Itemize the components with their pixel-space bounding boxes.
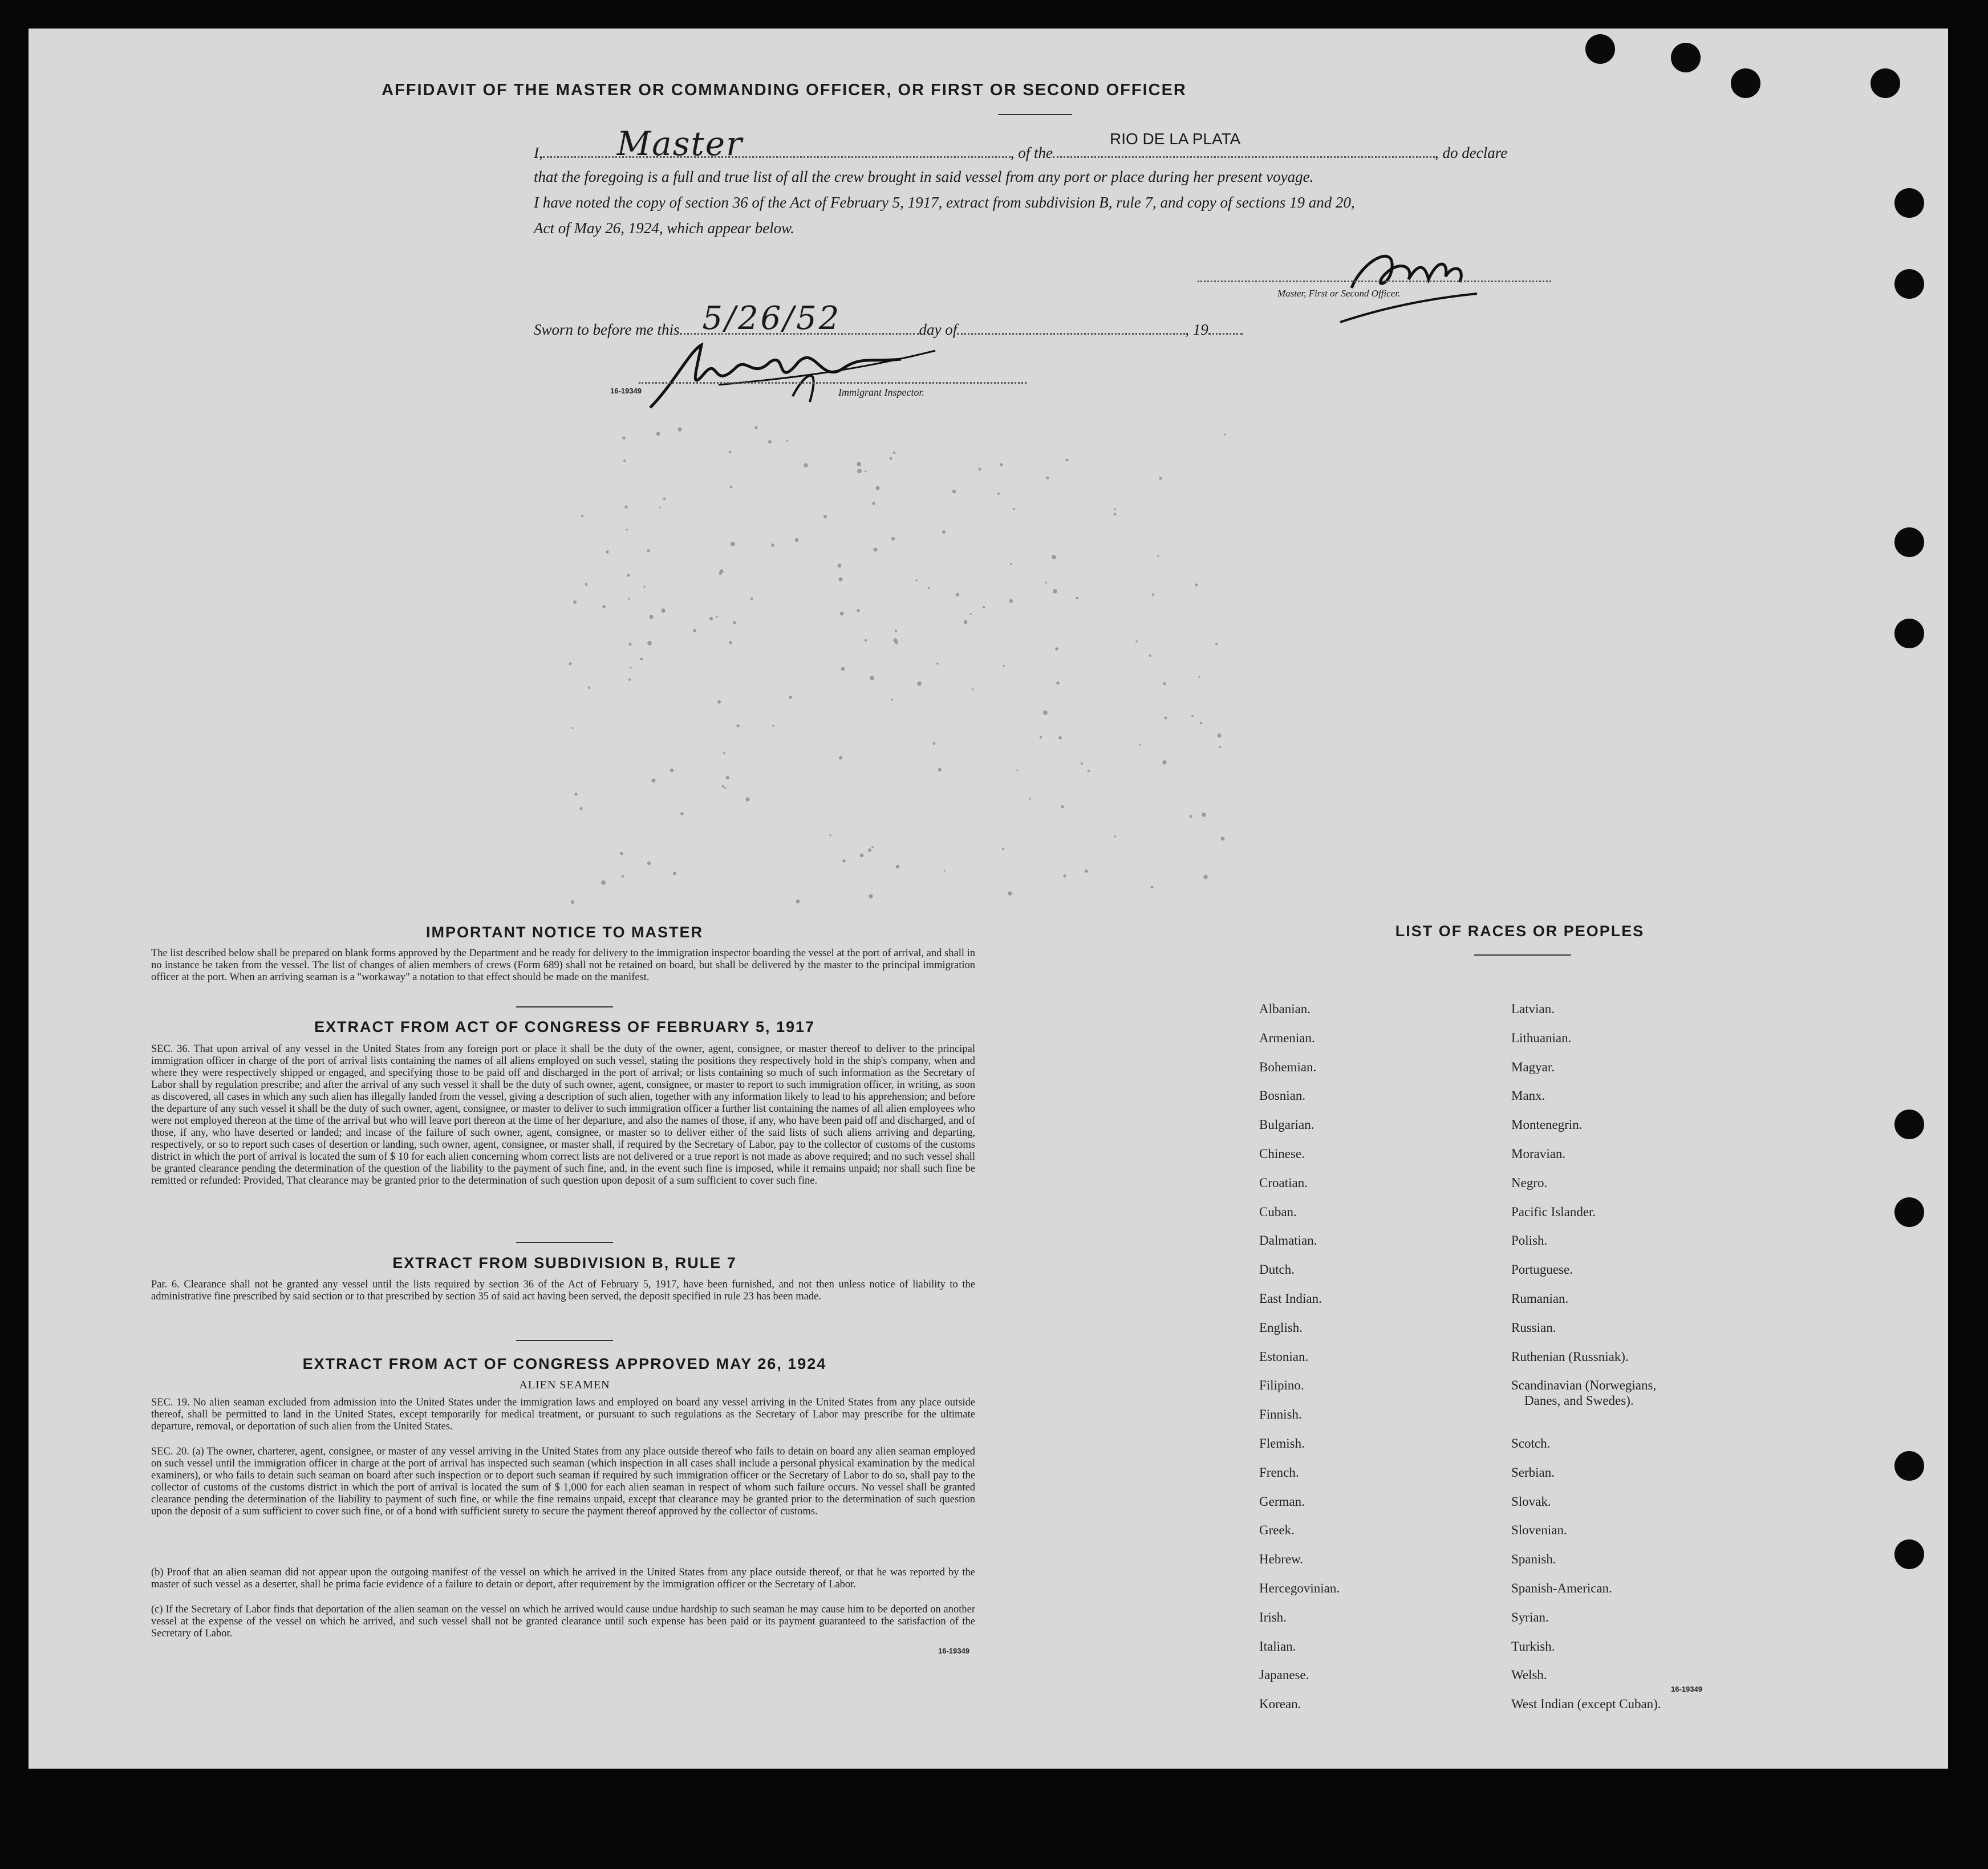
speckle: [840, 612, 844, 616]
vessel-name: RIO DE LA PLATA: [1110, 130, 1241, 148]
race-item: Pacific Islander.: [1511, 1204, 1596, 1219]
speckle: [893, 452, 895, 454]
speckle: [571, 900, 574, 904]
race-item: Bosnian.: [1259, 1088, 1306, 1103]
extract-1924-title: EXTRACT FROM ACT OF CONGRESS APPROVED MAY 26, 1924: [302, 1355, 827, 1372]
speckle: [829, 834, 831, 836]
speckle: [731, 542, 735, 546]
punch-hole: [1731, 68, 1760, 98]
speckle: [1076, 597, 1079, 600]
speckle: [585, 583, 588, 586]
speckle: [1157, 555, 1159, 556]
speckle: [772, 725, 774, 726]
speckle: [717, 700, 721, 704]
notice-body: The list described below shall be prepared on blank forms approved by the Department and be ready for delivery to the immigration inspector boarding the vessel at the port of arrival, and shall in no instance be taken from the vessel. The list of changes of alien members of crews (Form 689) shall not be retained on board, but shall be delivered by the master to the principal immigration officer at the port. When an arriving seaman is a "workaway" a notation to that effect should be made on the manifest.: [151, 948, 975, 983]
speckle: [891, 537, 895, 541]
speckle: [647, 549, 650, 552]
speckle: [1165, 717, 1167, 720]
speckle: [736, 724, 739, 727]
race-item: East Indian.: [1259, 1291, 1322, 1306]
speckle: [1152, 594, 1154, 596]
extract-1924-sec20b: (b) Proof that an alien seaman did not appear upon the outgoing manifest of the vessel on which he arrived in the United States from any place outside thereof, or that he was reported by the master of such vessel as a deserter, shall be prima facie evidence of a failure to detain or deport, after requirement by the immigration officer or the Secretary of Labor.: [151, 1567, 975, 1590]
race-item: Montenegrin.: [1511, 1118, 1583, 1132]
speckle: [874, 548, 878, 552]
race-item: Rumanian.: [1511, 1291, 1569, 1306]
speckle: [733, 621, 736, 624]
speckle: [872, 502, 875, 505]
speckle: [841, 667, 845, 671]
race-item: Bulgarian.: [1259, 1118, 1314, 1132]
punch-hole: [1894, 527, 1924, 557]
speckle: [606, 550, 608, 553]
race-item: Italian.: [1259, 1639, 1296, 1653]
speckle: [1081, 762, 1083, 765]
speckle: [623, 460, 626, 462]
race-item: Scotch.: [1511, 1436, 1551, 1450]
affidavit-title: AFFIDAVIT OF THE MASTER OR COMMANDING OFFICER, OR FIRST OR SECOND OFFICER: [382, 81, 1187, 99]
race-item: Finnish.: [1259, 1407, 1302, 1422]
speckle: [1056, 681, 1060, 685]
affidavit-line-4: Act of May 26, 1924, which appear below.: [534, 220, 794, 237]
race-item: West Indian (except Cuban).: [1511, 1697, 1661, 1712]
punch-hole: [1671, 43, 1701, 72]
speckle: [956, 593, 959, 596]
speckle: [804, 463, 808, 467]
race-item: Polish.: [1511, 1233, 1548, 1248]
speckle: [1195, 583, 1198, 586]
speckle: [1200, 722, 1203, 725]
race-item: Scandinavian (Norwegians, Danes, and Swedes).: [1511, 1378, 1657, 1408]
speckle: [1159, 477, 1162, 480]
speckle: [624, 505, 627, 508]
speckle: [795, 538, 799, 542]
speckle: [969, 613, 971, 615]
race-item: Turkish.: [1511, 1639, 1555, 1653]
punch-hole: [1871, 68, 1900, 98]
of-the-label: , of the: [1010, 144, 1053, 161]
speckle: [1149, 655, 1151, 657]
speckle: [574, 793, 577, 795]
race-item: Slovak.: [1511, 1494, 1551, 1509]
day-of-label: day of: [919, 321, 958, 338]
race-item: Welsh.: [1511, 1668, 1547, 1683]
race-item: Dalmatian.: [1259, 1233, 1317, 1248]
race-item: Ruthenian (Russniak).: [1511, 1349, 1629, 1364]
race-item: Armenian.: [1259, 1030, 1315, 1045]
race-item: Japanese.: [1259, 1668, 1309, 1683]
affidavit-line-2: that the foregoing is a full and true list of all the crew brought in said vessel from any port or place during her present voyage.: [534, 168, 1314, 185]
speckle: [789, 696, 792, 699]
race-item: Chinese.: [1259, 1147, 1305, 1161]
paper-speckles: [29, 29, 1948, 1769]
speckle: [857, 462, 861, 466]
speckle: [647, 641, 652, 645]
race-item: Negro.: [1511, 1175, 1548, 1190]
speckle: [651, 778, 655, 782]
speckle: [1008, 891, 1012, 895]
speckle: [647, 862, 651, 865]
speckle: [952, 490, 956, 494]
speckle: [673, 872, 676, 875]
speckle: [1002, 848, 1004, 850]
race-item: Irish.: [1259, 1610, 1287, 1624]
race-item: Lithuanian.: [1511, 1030, 1572, 1045]
race-item: Manx.: [1511, 1088, 1545, 1103]
speckle: [1215, 643, 1218, 645]
speckle: [630, 667, 631, 668]
inspector-caption: Immigrant Inspector.: [838, 387, 924, 398]
speckle: [1000, 463, 1003, 466]
speckle: [1085, 870, 1088, 873]
race-item: French.: [1259, 1465, 1299, 1480]
speckle: [896, 865, 899, 868]
speckle: [917, 681, 922, 686]
speckle: [865, 639, 867, 641]
speckle: [677, 427, 681, 431]
punch-hole: [1894, 1197, 1924, 1227]
speckle: [768, 440, 772, 444]
speckle: [620, 852, 623, 855]
race-item: Latvian.: [1511, 1002, 1555, 1016]
speckle: [1135, 640, 1137, 642]
speckle: [857, 469, 862, 473]
speckle: [972, 688, 973, 690]
speckle: [944, 870, 946, 872]
speckle: [622, 875, 624, 877]
speckle: [823, 515, 827, 518]
speckle: [1224, 433, 1226, 435]
speckle: [1190, 815, 1192, 818]
speckle: [895, 641, 898, 644]
officer-caption: Master, First or Second Officer.: [1277, 288, 1401, 299]
race-item: Syrian.: [1511, 1610, 1549, 1624]
punch-hole: [1585, 34, 1615, 64]
race-item: Serbian.: [1511, 1465, 1555, 1480]
speckle: [693, 629, 696, 632]
speckle: [1052, 555, 1056, 559]
speckle: [1066, 459, 1069, 462]
speckle: [622, 436, 626, 440]
speckle: [938, 768, 942, 771]
race-item: Spanish-American.: [1511, 1581, 1612, 1595]
speckle: [1217, 733, 1221, 737]
speckle: [1203, 875, 1207, 879]
speckle: [933, 742, 936, 745]
speckle: [680, 812, 684, 815]
speckle: [726, 776, 729, 779]
speckle: [723, 752, 725, 754]
speckle: [1029, 798, 1030, 799]
speckle: [1013, 508, 1015, 510]
do-declare-label: , do declare: [1435, 144, 1508, 161]
speckle: [1055, 647, 1058, 651]
races-form-number: 16-19349: [1671, 1685, 1702, 1693]
speckle: [581, 515, 583, 517]
speckle: [1114, 513, 1117, 516]
speckle: [643, 586, 646, 588]
affidavit-i: I,: [534, 144, 543, 161]
punch-hole: [1894, 619, 1924, 648]
punch-hole: [1894, 269, 1924, 299]
speckle: [997, 493, 1000, 495]
speckle: [1221, 837, 1225, 841]
race-item: Hercegovinian.: [1259, 1581, 1340, 1595]
race-item: Bohemian.: [1259, 1059, 1317, 1074]
speckle: [722, 785, 725, 788]
race-item: Greek.: [1259, 1523, 1295, 1538]
extract-1924-sec19: SEC. 19. No alien seaman excluded from admission into the United States under the immigration laws and employed on board any vessel arriving in the United States from any place outside thereof, shall be permitted to land in the United States, except temporarily for medical treatment, or pursuant to such regulations as the Secretary of Labor may prescribe for the ultimate departure, removal, or deportation of such alien from the United States.: [151, 1397, 975, 1432]
speckle: [588, 686, 590, 689]
extract-1924-sec20c: (c) If the Secretary of Labor finds that deportation of the alien seaman on the vessel on which he arrived would cause undue hardship to such seaman he may cause him to be deported on another vessel at the expense of the vessel on which he arrived, and such vessel shall not be granted clearance until such expense has been paid or its payment guaranteed to the satisfaction of the Secretary of Labor.: [151, 1604, 975, 1639]
speckle: [860, 854, 864, 858]
speckle: [936, 663, 939, 665]
race-item: Croatian.: [1259, 1175, 1308, 1190]
speckle: [1219, 746, 1221, 748]
race-item: Moravian.: [1511, 1147, 1566, 1161]
speckle: [928, 587, 930, 589]
speckle: [869, 894, 873, 898]
speckle: [628, 598, 630, 599]
speckle: [716, 616, 717, 617]
race-item: Portuguese.: [1511, 1262, 1573, 1277]
speckle: [857, 609, 860, 612]
speckle: [729, 641, 732, 644]
speckle: [1088, 770, 1090, 772]
speckle: [1045, 582, 1046, 583]
punch-hole: [1894, 1110, 1924, 1139]
extract-rule7-body: Par. 6. Clearance shall not be granted any vessel until the lists required by section 36 of the Act of February 5, 1917, have been furnished, and not then unless notice of liability to the administrative fine prescribed by said section or to that prescribed by section 35 of said act having been served, the deposit specified in rule 23 has been made.: [151, 1279, 975, 1302]
speckle: [709, 617, 713, 620]
speckle: [663, 498, 666, 501]
speckle: [1040, 736, 1042, 738]
speckle: [891, 698, 893, 701]
affidavit-form-number: 16-19349: [610, 387, 642, 395]
race-item: Albanian.: [1259, 1002, 1311, 1016]
speckle: [659, 507, 661, 509]
speckle: [1053, 589, 1057, 594]
speckle: [942, 530, 946, 534]
speckle: [915, 579, 917, 581]
speckle: [1017, 770, 1019, 771]
speckle: [729, 451, 732, 454]
punch-hole: [1894, 1539, 1924, 1569]
speckle: [602, 605, 605, 608]
name-handwritten: Master: [616, 124, 743, 163]
speckle: [838, 564, 842, 568]
speckle: [1003, 665, 1004, 667]
speckle: [1046, 476, 1049, 479]
speckle: [1043, 710, 1048, 715]
race-item: Magyar.: [1511, 1059, 1555, 1074]
punch-hole: [1894, 188, 1924, 218]
race-item: Filipino.: [1259, 1378, 1304, 1393]
document-page: [29, 29, 1948, 1769]
race-item: Estonian.: [1259, 1349, 1309, 1364]
speckle: [1061, 805, 1064, 808]
speckle: [1202, 812, 1206, 817]
speckle: [628, 678, 631, 681]
speckle: [601, 880, 606, 885]
speckle: [1114, 835, 1116, 838]
speckle: [1063, 874, 1066, 877]
notice-title: IMPORTANT NOTICE TO MASTER: [426, 924, 703, 941]
speckle: [1198, 676, 1200, 677]
speckle: [661, 608, 666, 613]
affidavit-line-3: I have noted the copy of section 36 of the Act of February 5, 1917, extract from subdivision B, rule 7, and copy of sections 19 and 20,: [534, 194, 1355, 211]
race-item: German.: [1259, 1494, 1305, 1509]
extract-1924-subtitle: ALIEN SEAMEN: [519, 1379, 610, 1391]
speckle: [569, 662, 571, 665]
sworn-prefix: Sworn to before me this: [534, 321, 680, 338]
race-item: Russian.: [1511, 1320, 1556, 1335]
speckle: [871, 846, 874, 848]
extract-1917-title: EXTRACT FROM ACT OF CONGRESS OF FEBRUARY 5, 1917: [314, 1018, 816, 1035]
speckle: [1010, 563, 1012, 565]
speckle: [640, 658, 643, 661]
extract-1924-sec20a: SEC. 20. (a) The owner, charterer, agent, consignee, or master of any vessel arriving in the United States from any place outside thereof who fails to detain on board any alien seaman employed on such vessel until the immigration officer in charge at the port of arrival has inspected such seaman (which inspection in all cases shall include a personal physical examination by the medical examiners), or who fails to detain such seaman on board after such inspection or to deport such seaman if required by such immigration officer or the Secretary of Labor to do so, shall pay to the collector of customs of the customs district in which the port of arrival is located the sum of $ 1,000 for each alien seaman in respect of whom such failure occurs. No vessel shall be granted clearance pending the determination of the liability to payment of such fine, or while the fine remains unpaid, except that clearance may be granted prior to the determination of such question upon the deposit of a sum sufficient to cover such fine, or of a bond with sufficient surety to secure the payment thereof approved by the collector of customs.: [151, 1446, 975, 1517]
speckle: [730, 486, 733, 489]
race-item: Slovenian.: [1511, 1523, 1567, 1538]
speckle: [1114, 508, 1115, 510]
speckle: [579, 807, 582, 810]
punch-hole: [1894, 1451, 1924, 1481]
extract-form-number: 16-19349: [938, 1647, 969, 1655]
speckle: [750, 598, 753, 600]
speckle: [839, 578, 843, 582]
speckle: [573, 600, 577, 604]
race-item: Hebrew.: [1259, 1552, 1304, 1567]
speckle: [670, 769, 674, 772]
race-item: Korean.: [1259, 1697, 1301, 1712]
speckle: [626, 529, 628, 531]
speckle: [865, 470, 866, 472]
speckle: [1009, 599, 1013, 603]
speckle: [895, 630, 897, 632]
speckle: [571, 727, 573, 729]
races-title: LIST OF RACES OR PEOPLES: [1395, 923, 1645, 940]
speckle: [1139, 744, 1141, 746]
speckle: [629, 643, 632, 646]
speckle: [870, 676, 874, 680]
speckle: [786, 440, 788, 441]
speckle: [983, 606, 985, 608]
speckle: [627, 574, 630, 576]
speckle: [745, 797, 749, 801]
speckle: [839, 756, 842, 759]
speckle: [771, 543, 774, 547]
speckle: [724, 787, 727, 789]
speckle: [796, 900, 800, 904]
speckle: [1151, 886, 1154, 889]
speckle: [1058, 736, 1062, 740]
race-item: Cuban.: [1259, 1204, 1297, 1219]
extract-rule7-title: EXTRACT FROM SUBDIVISION B, RULE 7: [392, 1254, 737, 1271]
speckle: [656, 432, 660, 436]
speckle: [964, 620, 968, 624]
speckle: [719, 572, 722, 575]
speckle: [890, 457, 892, 460]
race-item: Dutch.: [1259, 1262, 1295, 1277]
sworn-date-handwritten: 5/26/52: [702, 300, 842, 337]
speckle: [754, 426, 757, 429]
speckle: [1162, 760, 1166, 764]
race-item: Flemish.: [1259, 1436, 1305, 1450]
speckle: [979, 468, 981, 471]
year-prefix: , 19: [1185, 321, 1208, 338]
speckle: [842, 859, 846, 863]
race-item: Spanish.: [1511, 1552, 1556, 1567]
extract-1917-body: SEC. 36. That upon arrival of any vessel in the United States from any foreign port or place it shall be the duty of the owner, agent, consignee, or master thereof to deliver to the principal immigration officer in charge of the port of arrival lists containing the names of all aliens employed on such vessel, stating the positions they respectively hold in the ship's company, when and where they were respectively shipped or engaged, and specifying those to be paid off and discharged in the port of arrival; or lists containing so much of such information as the Secretary of Labor shall by regulation prescribe; and after the arrival of any such vessel it shall be the duty of such owner, agent, consignee, or master to report to such immigration officer, in writing, as soon as discovered, all cases in which any such alien has illegally landed from the vessel, giving a description of such alien, together with any information likely to lead to his apprehension; and before the departure of any such vessel it shall be the duty of such owner, agent, consignee, or master to deliver to such immigration officer a further list containing the names of all alien employees who were not employed thereon at the time of the arrival but who will leave port thereon at the time of her departure, and also the names of those, if any, who have been paid off and discharged, and of those, if any, who have deserted or landed; and incase of the failure of such owner, agent, consignee, or master so to deliver either of the said lists of such aliens arriving and departing, respectively, or so to report such cases of desertion or landing, such owner, agent, consignee, or master shall, if required by the Secretary of Labor, pay to the collector of customs of the customs district in which the port of arrival is located the sum of $ 10 for each alien concerning whom correct lists are not delivered or a true report is not made as above required; and no such vessel shall be granted clearance pending the determination of the question of the liability to the payment of such fine, and, in the event such fine is imposed, while it remains unpaid; nor shall such fine be remitted or refunded: Provided, That clearance may be granted prior to the determination of such question upon deposit of a sum sufficient to cover such fine.: [151, 1043, 975, 1187]
speckle: [1191, 715, 1194, 717]
speckle: [649, 615, 653, 619]
speckle: [868, 848, 871, 852]
race-item: English.: [1259, 1320, 1303, 1335]
speckle: [876, 486, 880, 490]
speckle: [1163, 682, 1166, 685]
